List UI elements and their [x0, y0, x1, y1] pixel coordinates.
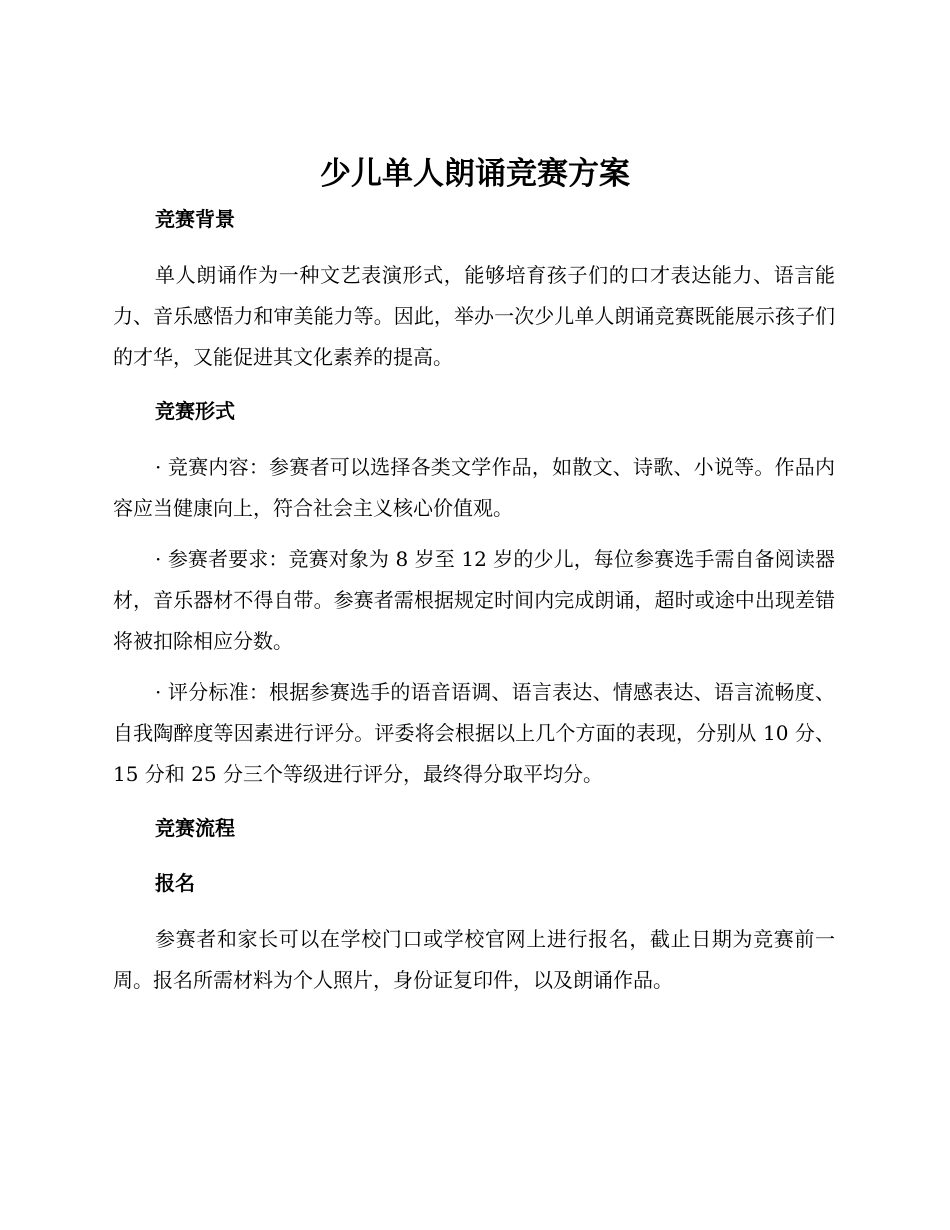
section-heading-process: 竞赛流程	[155, 816, 235, 840]
subsection-heading-registration: 报名	[155, 871, 195, 895]
document-body	[113, 200, 835, 1001]
format-item-content: · 竞赛内容：参赛者可以选择各类文学作品，如散文、诗歌、小说等。作品内容应当健康向上，符合社会主义核心价值观。	[113, 455, 835, 520]
format-item-requirements: · 参赛者要求：竞赛对象为 8 岁至 12 岁的少儿，每位参赛选手需自备阅读器材，音乐器材不得自带。参赛者需根据规定时间内完成朗诵，超时或途中出现差错将被扣除相应分数。	[113, 547, 835, 653]
format-item-scoring: · 评分标准：根据参赛选手的语音语调、语言表达、情感表达、语言流畅度、自我陶醉度等因素进行评分。评委将会根据以上几个方面的表现，分别从 10 分、15 分和 25 分三个等级进行评分，最终得分取平均分。	[113, 680, 835, 786]
registration-paragraph: 参赛者和家长可以在学校门口或学校官网上进行报名，截止日期为竞赛前一周。报名所需材料为个人照片，身份证复印件，以及朗诵作品。	[113, 927, 835, 992]
background-paragraph: 单人朗诵作为一种文艺表演形式，能够培育孩子们的口才表达能力、语言能力、音乐感悟力和审美能力等。因此，举办一次少儿单人朗诵竞赛既能展示孩子们的才华，又能促进其文化素养的提高。	[113, 263, 835, 369]
document-title: 少儿单人朗诵竞赛方案	[320, 156, 630, 192]
section-heading-background: 竞赛背景	[155, 207, 235, 231]
section-heading-format: 竞赛形式	[155, 399, 235, 423]
